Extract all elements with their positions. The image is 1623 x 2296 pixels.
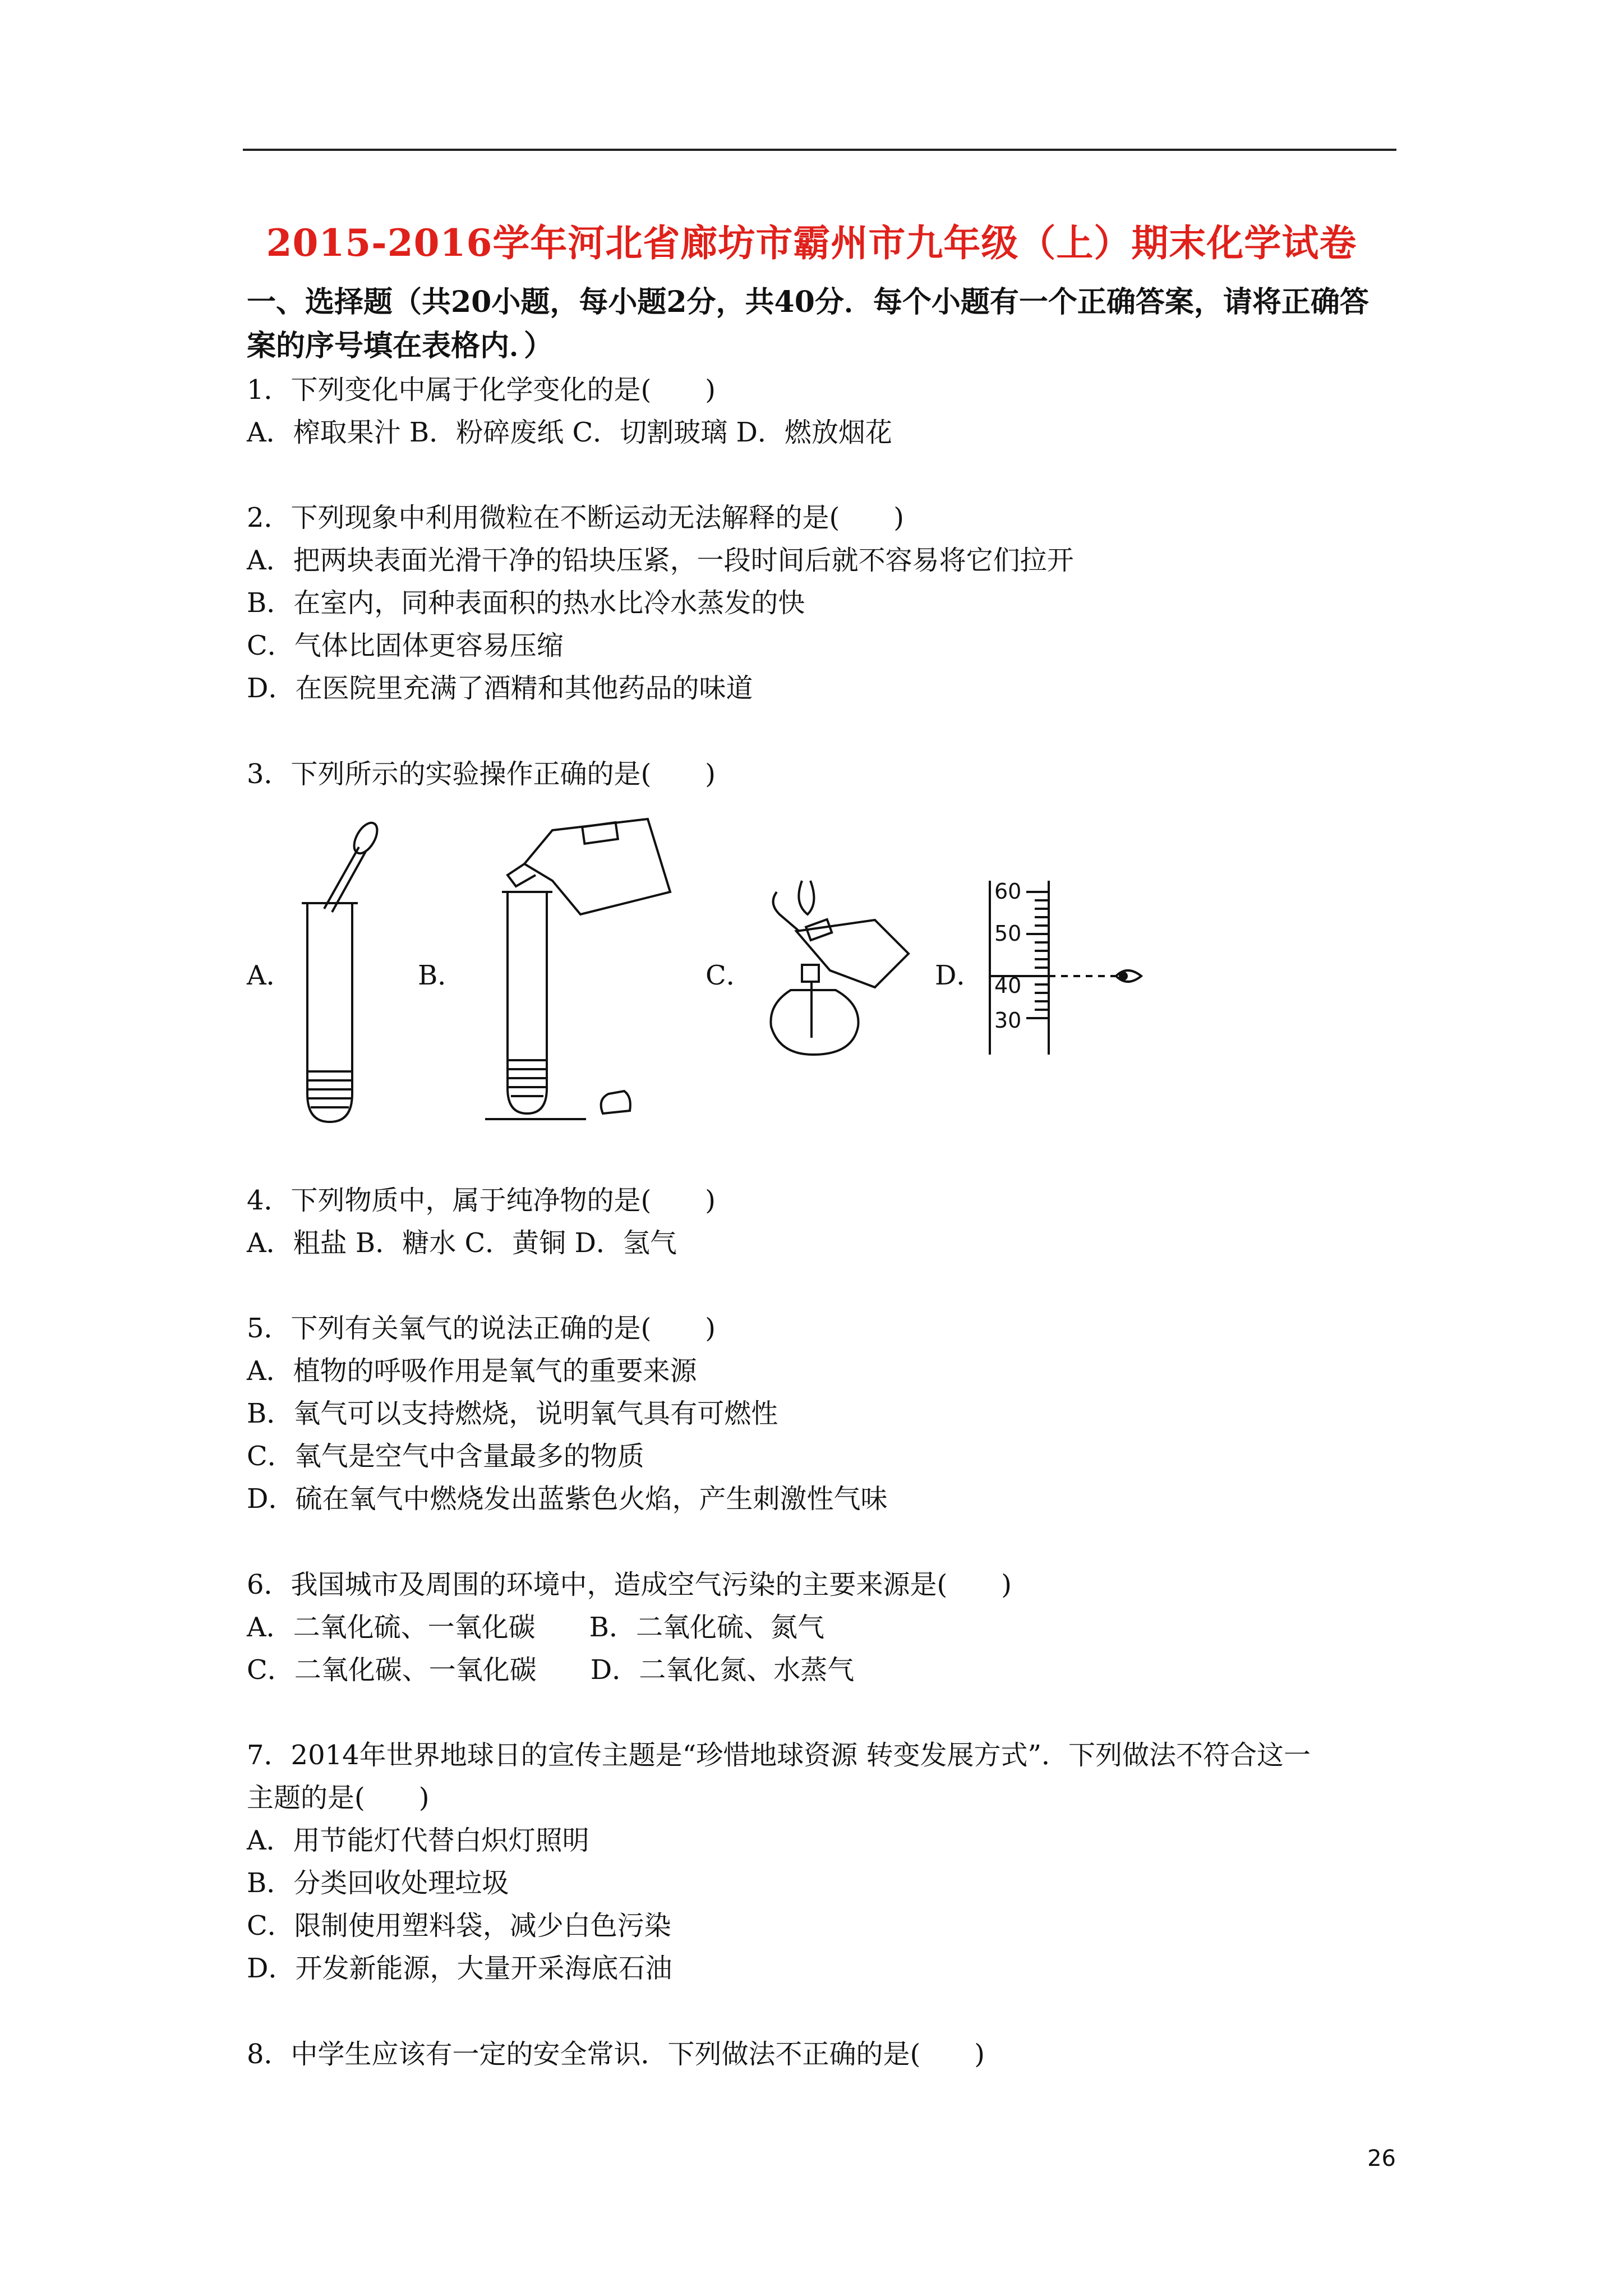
q6-options-row2: C．二氧化碳、一氧化碳 D．二氧化氮、水蒸气 xyxy=(247,1654,855,1686)
q2-option-b: B．在室内，同种表面积的热水比冷水蒸发的快 xyxy=(247,587,805,619)
q6-stem: 6．我国城市及周围的环境中，造成空气污染的主要来源是( ) xyxy=(247,1569,1012,1600)
q2-stem: 2．下列现象中利用微粒在不断运动无法解释的是( ) xyxy=(247,502,904,533)
q5-stem: 5．下列有关氧气的说法正确的是( ) xyxy=(247,1313,716,1344)
fig-c-alcohol-lamps xyxy=(746,869,925,1071)
q3-label-d: D． xyxy=(935,960,984,991)
section-heading: 一、选择题（共20小题，每小题2分，共40分．每个小题有一个正确答案，请将正确答案的序号填在表格内．） xyxy=(247,285,1369,363)
fig-d-tick-60: 60 xyxy=(994,879,1022,904)
q4-options: A．粗盐 B．糖水 C．黄铜 D．氢气 xyxy=(247,1227,677,1259)
q7-stem-line2: 主题的是( ) xyxy=(247,1782,430,1814)
fig-d-graduated-cylinder xyxy=(973,875,1158,1060)
q5-option-d: D．硫在氧气中燃烧发出蓝紫色火焰，产生刺激性气味 xyxy=(247,1483,888,1515)
q7-option-b: B．分类回收处理垃圾 xyxy=(247,1867,509,1899)
fig-d-tick-50: 50 xyxy=(994,921,1022,946)
q1-stem: 1．下列变化中属于化学变化的是( ) xyxy=(247,374,716,406)
fig-d-tick-40: 40 xyxy=(994,973,1022,998)
q2-option-a: A．把两块表面光滑干净的铅块压紧，一段时间后就不容易将它们拉开 xyxy=(247,545,1074,576)
q3-stem: 3．下列所示的实验操作正确的是( ) xyxy=(247,758,716,790)
q8-stem: 8．中学生应该有一定的安全常识．下列做法不正确的是( ) xyxy=(247,2039,985,2070)
q5-option-b: B．氧气可以支持燃烧，说明氧气具有可燃性 xyxy=(247,1398,778,1429)
header-rule xyxy=(243,149,1396,151)
q7-stem-line1: 7．2014年世界地球日的宣传主题是“珍惜地球资源 转变发展方式”．下列做法不符合这一 xyxy=(247,1740,1311,1771)
q3-label-c: C． xyxy=(706,960,753,991)
fig-a-test-tube-dropper xyxy=(292,819,376,1133)
q2-option-c: C．气体比固体更容易压缩 xyxy=(247,630,564,661)
q3-label-b: B． xyxy=(418,960,465,991)
page-number: 26 xyxy=(1367,2146,1396,2171)
q3-label-a: A． xyxy=(247,960,293,991)
q7-option-d: D．开发新能源，大量开采海底石油 xyxy=(247,1953,672,1984)
q6-options-row1: A．二氧化硫、一氧化碳 B．二氧化硫、氮气 xyxy=(247,1612,824,1643)
q5-option-a: A．植物的呼吸作用是氧气的重要来源 xyxy=(247,1355,697,1387)
fig-b-pouring-liquid xyxy=(485,808,721,1144)
q7-option-c: C．限制使用塑料袋，减少白色污染 xyxy=(247,1910,671,1941)
q1-options: A．榨取果汁 B．粉碎废纸 C．切割玻璃 D．燃放烟花 xyxy=(247,417,892,448)
fig-d-tick-30: 30 xyxy=(994,1008,1022,1033)
q5-option-c: C．氧气是空气中含量最多的物质 xyxy=(247,1441,644,1472)
q2-option-d: D．在医院里充满了酒精和其他药品的味道 xyxy=(247,673,753,704)
q7-option-a: A．用节能灯代替白炽灯照明 xyxy=(247,1825,589,1856)
q4-stem: 4．下列物质中，属于纯净物的是( ) xyxy=(247,1185,716,1216)
exam-title: 2015-2016学年河北省廊坊市霸州市九年级（上）期末化学试卷 xyxy=(266,221,1357,265)
